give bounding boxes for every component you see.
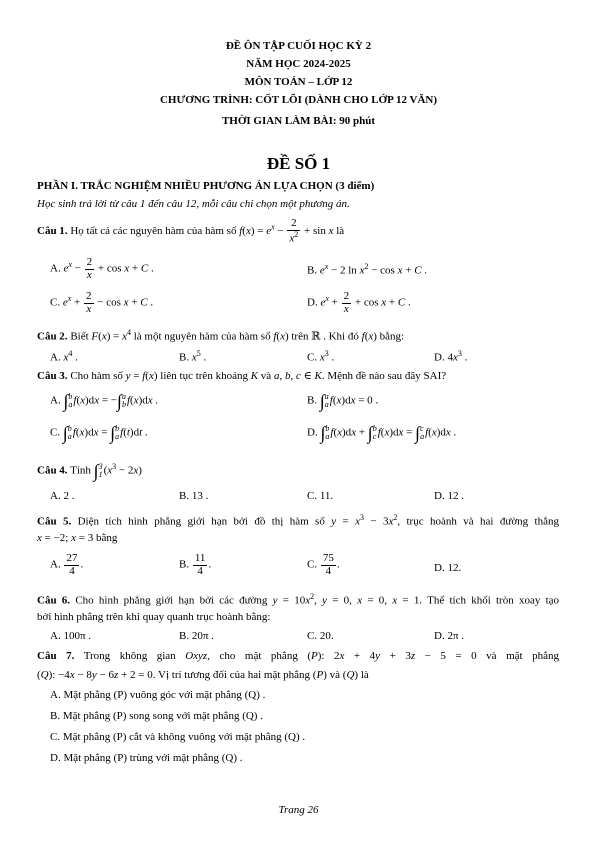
option-d[interactable]: D. $e^x$ + $\frac{2}{x}$ + cos x + C . xyxy=(307,290,411,315)
option-b[interactable]: B. 13 . xyxy=(179,490,209,502)
option-d[interactable]: D. ∫ b a f(x)dx + ∫ b c f(x)dx = ∫ c a f(x)dx . xyxy=(307,423,457,443)
question-7-line-2: (Q): −4x − 8y − 6z + 2 = 0. Vị trí tương đối của hai mặt phẳng (P) và (Q) là xyxy=(37,669,369,681)
question-7: Câu 7. Trong không gian Oxyz, cho mặt phẳng (P): 2x + 4y + 3z − 5 = 0 và mặt phẳng xyxy=(37,650,559,662)
option-c[interactable]: C. ∫ b a f(x)dx = ∫ b a f(t)dt . xyxy=(50,423,148,443)
question-label: Câu 1. xyxy=(37,224,68,237)
option-a[interactable]: A. $x^4$ . xyxy=(50,349,78,364)
section-heading: PHẦN I. TRẮC NGHIỆM NHIỀU PHƯƠNG ÁN LỰA CHỌN (3 điểm) xyxy=(37,180,375,192)
question-tail: là xyxy=(336,224,345,237)
header-line-1: ĐỀ ÔN TẬP CUỐI HỌC KỲ 2 xyxy=(225,40,372,52)
option-c[interactable]: C. 11. xyxy=(307,490,334,502)
option-b[interactable]: B. $e^x - 2$ $\ln x^2 - \cos x + C$ . xyxy=(307,262,428,277)
page-number: Trang 26 xyxy=(278,804,319,816)
option-b[interactable]: B. ∫ a a f(x)dx = 0 . xyxy=(307,391,379,411)
option-b[interactable]: B. $\frac{11}{4}$ . xyxy=(179,552,212,577)
option-a[interactable]: A. $\frac{27}{4}$ . xyxy=(50,552,84,577)
question-4: Câu 4. Tính ∫ 3 1 $(x^3 - 2x)$ xyxy=(37,461,142,482)
formula: f xyxy=(239,224,243,237)
option-c[interactable]: C. $x^3$ . xyxy=(307,349,335,364)
option-d[interactable]: D. 2π . xyxy=(434,630,464,642)
question-text: Họ tất cả các nguyên hàm của hàm số xyxy=(70,224,237,237)
option-d[interactable]: D. 12 . xyxy=(434,490,464,502)
option-a[interactable]: A. Mặt phẳng (P) vuông góc với mặt phẳng (Q) . xyxy=(50,689,266,701)
option-d[interactable]: D. Mặt phẳng (P) trùng với mặt phẳng (Q) . xyxy=(50,752,243,764)
option-b[interactable]: B. Mặt phẳng (P) song song với mặt phẳng (Q) . xyxy=(50,710,263,722)
option-d[interactable]: D. 12. xyxy=(434,562,462,574)
section-instruction: Học sinh trả lời từ câu 1 đến câu 12, mỗi câu chỉ chọn một phương án. xyxy=(37,198,350,210)
question-3: Câu 3. Cho hàm số y = f(x) liên tục trên khoảng K và a, b, c ∈ K. Mệnh đề nào sau đây SAI? xyxy=(37,370,447,382)
question-6-line-2: bởi hình phẳng trên khi quay quanh trục hoành bằng: xyxy=(37,611,271,623)
option-d[interactable]: D. $4x^3$ . xyxy=(434,349,468,364)
header-line-4: CHƯƠNG TRÌNH: CỐT LÕI (DÀNH CHO LỚP 12 VĂN) xyxy=(159,94,438,106)
header-line-2: NĂM HỌC 2024-2025 xyxy=(246,58,351,70)
option-c[interactable]: C. 20. xyxy=(307,630,334,642)
option-b[interactable]: B. $x^5$ . xyxy=(179,349,207,364)
option-c[interactable]: C. $e^x$ + $\frac{2}{x}$ − cos x + C . xyxy=(50,290,154,315)
question-5-line-2: x = −2; x = 3 bằng xyxy=(37,532,118,544)
option-c[interactable]: C. Mặt phẳng (P) cắt và không vuông với mặt phẳng (Q) . xyxy=(50,731,306,743)
option-b[interactable]: B. 20π . xyxy=(179,630,214,642)
question-6: Câu 6. Cho hình phẳng giới hạn bởi các đường $y = 10x^2$, y = 0, x = 0, x = 1. Thể tích khối tròn xoay tạo xyxy=(37,592,560,607)
header-line-3: MÔN TOÁN – LỚP 12 xyxy=(244,76,353,88)
question-1: Câu 1. Họ tất cả các nguyên hàm của hàm số $f(x) = e^x$ − $\frac{2}{x^2}$ + sin x là xyxy=(37,217,345,245)
option-a[interactable]: A. $e^x$ − $\frac{2}{x}$ + cos x + C . xyxy=(50,256,154,281)
option-a[interactable]: A. 2 . xyxy=(50,490,75,502)
option-c[interactable]: C. $\frac{75}{4}$ . xyxy=(307,552,340,577)
exam-title: ĐỀ SỐ 1 xyxy=(266,154,331,173)
header-line-5: THỜI GIAN LÀM BÀI: 90 phút xyxy=(221,115,376,127)
option-a[interactable]: A. 100π . xyxy=(50,630,91,642)
option-a[interactable]: A. ∫ b a f(x)dx = −∫ a b f(x)dx . xyxy=(50,391,159,411)
question-2: Câu 2. Biết $F(x) = x^4$ là một nguyên hàm của hàm số f(x) trên ℝ . Khi đó f(x) bằng: xyxy=(37,328,405,343)
question-5: Câu 5. Diện tích hình phẳng giới hạn bởi đồ thị hàm số $y = x^3 - 3x^2$, trục hoành và hai đường thẳng xyxy=(37,513,559,528)
